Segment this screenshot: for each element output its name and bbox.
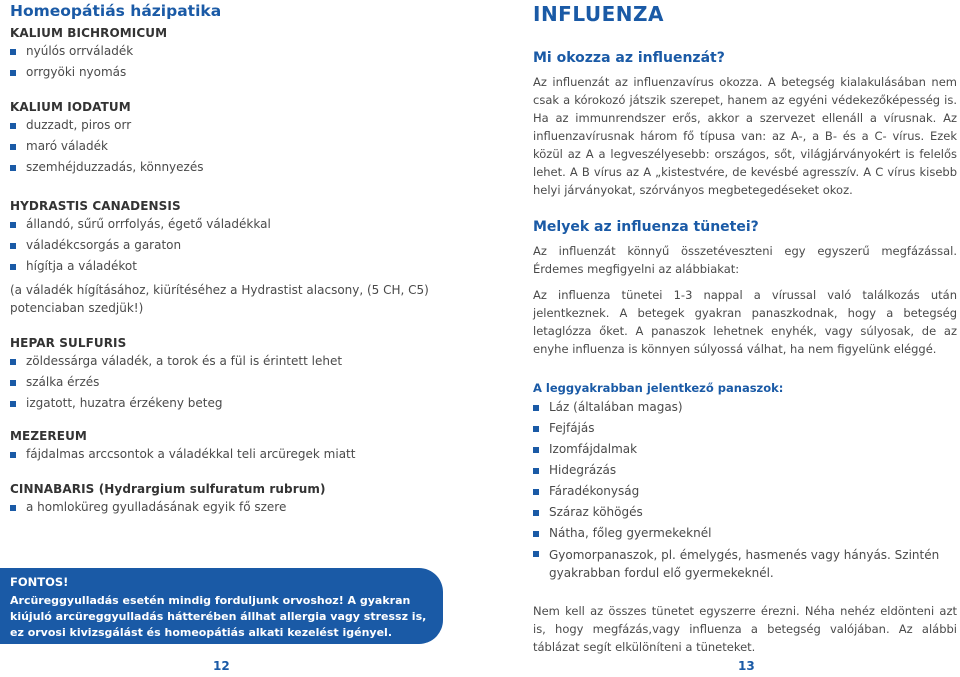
bullet-square-icon [10, 243, 16, 249]
bullet-square-icon [10, 144, 16, 150]
list-item: zöldessárga váladék, a torok és a fül is érintett lehet [10, 351, 470, 372]
important-callout [0, 568, 443, 644]
remedy-hydrastis [10, 198, 470, 317]
paragraph: Az influenzát könnyű összetéveszteni egy egyszerű megfázással. Érdemes megfigyelni az alábbiakat: [533, 244, 957, 276]
bullet-square-icon [10, 222, 16, 228]
page-number: 13 [738, 659, 755, 673]
bullet-square-icon [10, 359, 16, 365]
list-item: szálka érzés [10, 372, 470, 393]
bullet-square-icon [533, 510, 539, 516]
remedy-name: MEZEREUM [10, 429, 87, 443]
remedy-kalium-bichromicum [10, 25, 470, 83]
list-item: Gyomorpanaszok, pl. émelygés, hasmenés vagy hányás. Szintén gyakrabban fordul elő gyermekeknél. [533, 544, 957, 582]
bullet-square-icon [10, 505, 16, 511]
remedy-name: KALIUM BICHROMICUM [10, 26, 168, 40]
callout-title: FONTOS! [10, 575, 69, 589]
remedy-mezereum [10, 428, 470, 465]
question-heading: Melyek az influenza tünetei? [533, 219, 759, 235]
symptoms-list [533, 397, 957, 582]
callout-text: Arcüreggyulladás esetén mindig forduljunk orvoshoz! A gyakran kiújuló arcüreggyulladás hátterében állhat allergia vagy stressz is, ez orvosi kivizsgálást és homeopátiás alkati kezelést igényel. [10, 594, 427, 639]
page-title: INFLUENZA [533, 2, 664, 26]
remedy-name: HEPAR SULFURIS [10, 336, 127, 350]
bullet-square-icon [533, 405, 539, 411]
question-heading: Mi okozza az influenzát? [533, 50, 725, 66]
bullet-square-icon [10, 401, 16, 407]
bullet-square-icon [10, 452, 16, 458]
list-item: állandó, sűrű orrfolyás, égető váladékkal [10, 214, 470, 235]
dosage-note: (a váladék hígításához, kiürítéséhez a Hydrastist alacsony, (5 CH, C5) potenciaban szedjük!) [10, 283, 429, 315]
bullet-square-icon [533, 426, 539, 432]
list-item: izgatott, huzatra érzékeny beteg [10, 393, 470, 414]
paragraph: Az influenzát az influenzavírus okozza. A betegség kialakulásában nem csak a kórokozó játszik szerepet, hanem az egyéni védekezőképesség is. Ha az immunrendszer erős, akkor a szervezet ellenáll a vírusnak. Az influenzavírusnak három fő típusa van: az A-, a B- és a C- vírus. Ezek közül az A a legveszélyesebb: országos, sőt, világjárványokért is felelős lehet. A B vírus az A „kistestvére, de kevésbé agresszív. A C vírus kisebb helyi járványokat, szórványos megbetegedéseket okoz. [533, 75, 957, 197]
section-title: Homeopátiás házipatika [10, 2, 222, 20]
list-item: Láz (általában magas) [533, 397, 957, 418]
list-item: Száraz köhögés [533, 502, 957, 523]
bullet-square-icon [533, 551, 539, 557]
remedy-hepar-sulfuris [10, 335, 470, 414]
bullet-square-icon [10, 49, 16, 55]
bullet-square-icon [10, 123, 16, 129]
list-item: hígítja a váladékot [10, 256, 470, 277]
list-item: Fejfájás [533, 418, 957, 439]
bullet-square-icon [10, 264, 16, 270]
remedy-kalium-iodatum [10, 99, 470, 178]
symptoms-heading: A leggyakrabban jelentkező panaszok: [533, 381, 784, 395]
bullet-square-icon [533, 531, 539, 537]
left-column [10, 2, 470, 518]
paragraph: Az influenza tünetei 1-3 nappal a vírussal való találkozás után jelentkeznek. A betegek gyakran panaszkodnak, hogy a betegség letaglózza őket. A panaszok lehetnek enyhék, vagy súlyosak, de az enyhe influenza is könnyen súlyossá válhat, ha nem figyelünk eléggé. [533, 288, 957, 356]
bullet-square-icon [10, 165, 16, 171]
paragraph: Nem kell az összes tünetet egyszerre érezni. Néha nehéz eldönteni azt is, hogy megfázás,vagy influenza a betegség valójában. Az alábbi táblázat segít elkülöníteni a tüneteket. [533, 604, 957, 654]
right-column [533, 2, 957, 656]
list-item: a homloküreg gyulladásának egyik fő szere [10, 497, 470, 518]
list-item: orrgyöki nyomás [10, 62, 470, 83]
list-item: duzzadt, piros orr [10, 115, 470, 136]
list-item: nyúlós orrváladék [10, 41, 470, 62]
remedy-name: HYDRASTIS CANADENSIS [10, 199, 181, 213]
list-item: fájdalmas arccsontok a váladékkal teli arcüregek miatt [10, 444, 470, 465]
bullet-square-icon [10, 380, 16, 386]
remedy-name: KALIUM IODATUM [10, 100, 131, 114]
bullet-square-icon [10, 70, 16, 76]
bullet-square-icon [533, 468, 539, 474]
right-page [480, 0, 960, 677]
list-item: Hidegrázás [533, 460, 957, 481]
list-item: szemhéjduzzadás, könnyezés [10, 157, 470, 178]
remedy-cinnabaris [10, 481, 470, 518]
bullet-square-icon [533, 447, 539, 453]
list-item: maró váladék [10, 136, 470, 157]
list-item: váladékcsorgás a garaton [10, 235, 470, 256]
list-item: Fáradékonyság [533, 481, 957, 502]
bullet-square-icon [533, 489, 539, 495]
page-number: 12 [213, 659, 230, 673]
list-item: Izomfájdalmak [533, 439, 957, 460]
list-item: Nátha, főleg gyermekeknél [533, 523, 957, 544]
remedy-name: CINNABARIS (Hydrargium sulfuratum rubrum) [10, 482, 326, 496]
